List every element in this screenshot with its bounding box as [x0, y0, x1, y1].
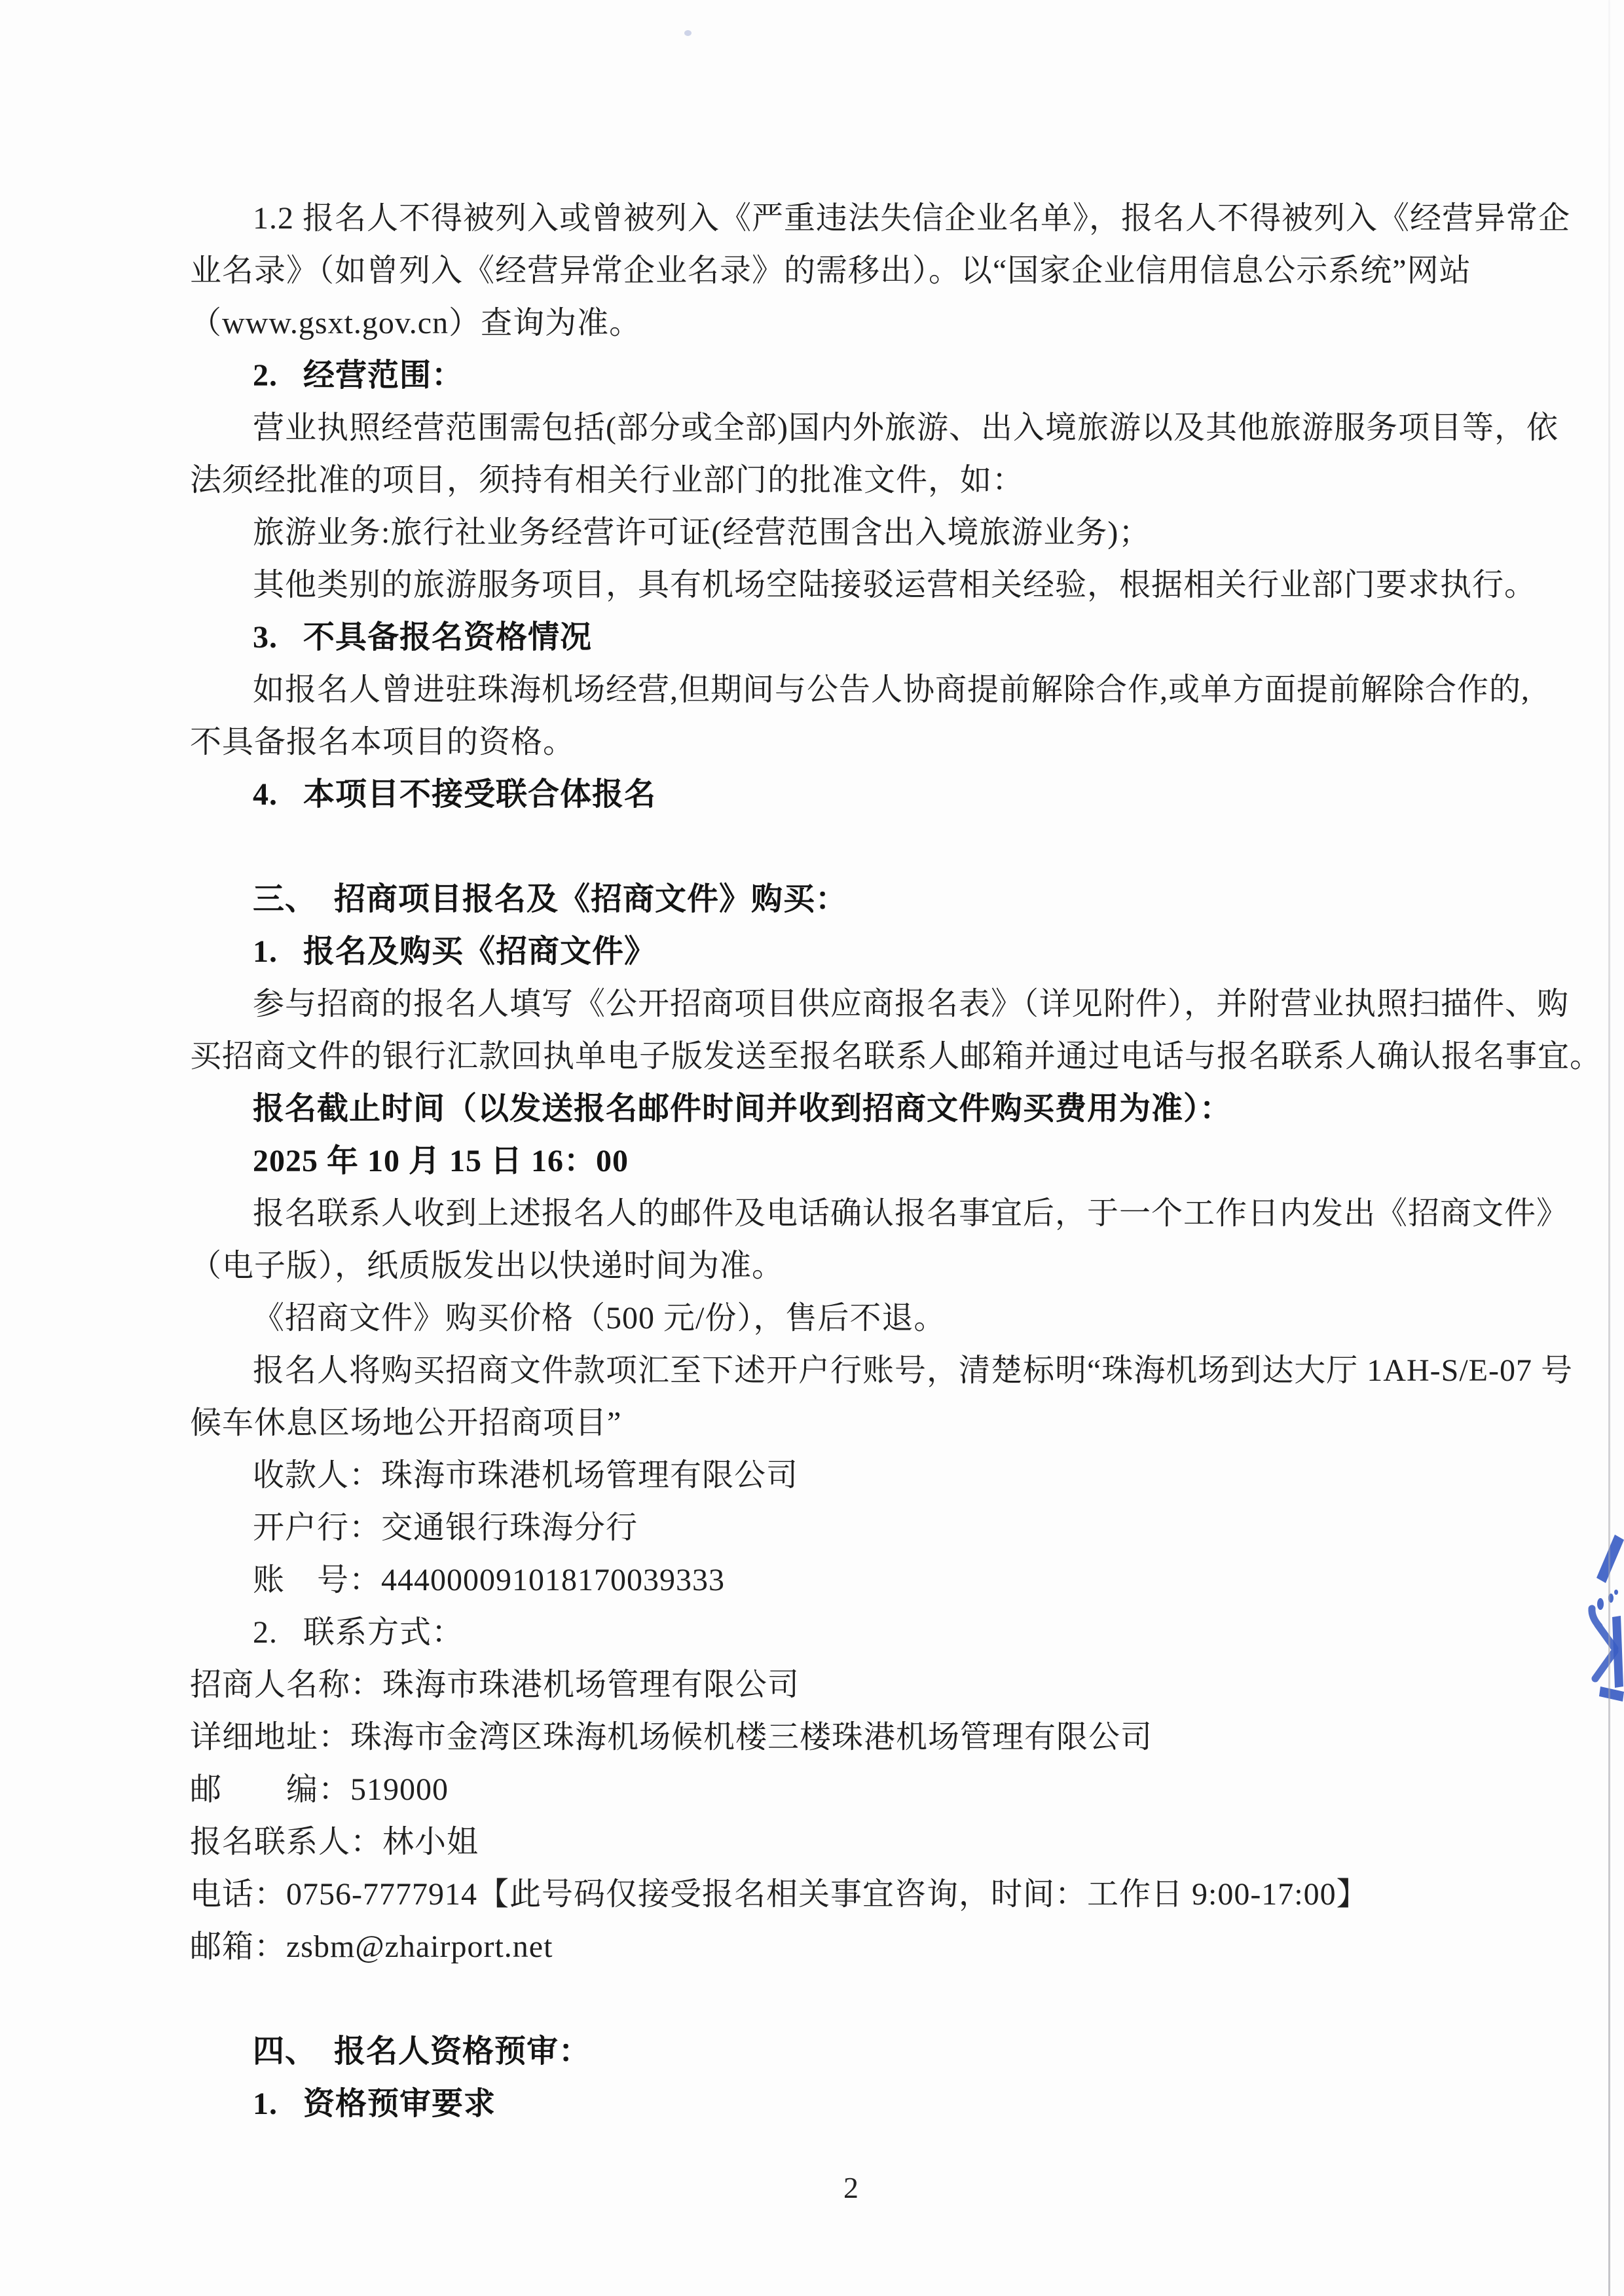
text-line: （电子版），纸质版发出以快递时间为准。: [190, 1248, 784, 1283]
text-line: 买招商文件的银行汇款回执单电子版发送至报名联系人邮箱并通过电话与报名联系人确认报名事宜。: [190, 1039, 1602, 1074]
text-line: 参与招商的报名人填写《公开招商项目供应商报名表》（详见附件），并附营业执照扫描件、购: [253, 987, 1570, 1021]
text-line: 候车休息区场地公开招商项目”: [190, 1406, 622, 1440]
text-line: 营业执照经营范围需包括(部分或全部)国内外旅游、出入境旅游以及其他旅游服务项目等，依: [253, 410, 1559, 445]
text-line: 不具备报名本项目的资格。: [190, 725, 576, 759]
text-line: 《招商文件》购买价格（500 元/份），售后不退。: [253, 1301, 946, 1336]
text-line: 3. 不具备报名资格情况: [253, 620, 593, 655]
text-line: 报名联系人收到上述报名人的邮件及电话确认报名事宜后，于一个工作日内发出《招商文件》: [253, 1196, 1569, 1231]
text-line: 账 号：444000091018170039333: [253, 1563, 726, 1597]
blank-line: [190, 821, 1500, 873]
text-line: 法须经批准的项目，须持有相关行业部门的批准文件，如：: [190, 463, 1025, 498]
blank-line: [190, 1973, 1500, 2026]
text-line: 2. 经营范围：: [253, 358, 464, 393]
scan-page-edge-line: [1608, 0, 1610, 2296]
text-line: 1.2 报名人不得被列入或曾被列入《严重违法失信企业名单》，报名人不得被列入《经营异常企: [253, 201, 1571, 236]
text-line: 开户行：交通银行珠海分行: [253, 1510, 638, 1545]
text-line: （www.gsxt.gov.cn）查询为准。: [190, 306, 642, 340]
text-line: 如报名人曾进驻珠海机场经营,但期间与公告人协商提前解除合作,或单方面提前解除合作的,: [253, 672, 1530, 707]
text-line: 旅游业务:旅行社业务经营许可证(经营范围含出入境旅游业务)；: [253, 515, 1151, 550]
blue-ink-stamp-fragment: [1572, 1519, 1624, 1715]
text-line: 报名截止时间（以发送报名邮件时间并收到招商文件购买费用为准）：: [253, 1091, 1232, 1126]
text-line: 邮 编：519000: [190, 1772, 449, 1807]
text-line: 业名录》（如曾列入《经营异常企业名录》的需移出）。以“国家企业信用信息公示系统”网站: [190, 253, 1471, 288]
text-line: 报名联系人：林小姐: [190, 1825, 479, 1859]
text-line: 4. 本项目不接受联合体报名: [253, 777, 657, 812]
text-line: 1. 资格预审要求: [253, 2086, 496, 2121]
page-number: 2: [843, 2171, 858, 2204]
text-line: 招商人名称：珠海市珠港机场管理有限公司: [190, 1667, 800, 1702]
scan-speck: [684, 30, 692, 36]
text-line: 2. 联系方式：: [253, 1615, 464, 1650]
text-line: 三、 招商项目报名及《招商文件》购买：: [253, 882, 848, 917]
text-line: 四、 报名人资格预审：: [253, 2034, 591, 2069]
document-body: [190, 192, 1602, 2130]
text-line: 其他类别的旅游服务项目，具有机场空陆接驳运营相关经验，根据相关行业部门要求执行。: [253, 568, 1537, 602]
text-line: 1. 报名及购买《招商文件》: [253, 934, 657, 969]
text-line: 报名人将购买招商文件款项汇至下述开户行账号，清楚标明“珠海机场到达大厅 1AH-S/E-07 号: [253, 1353, 1573, 1388]
text-line: 电话：0756-7777914【此号码仅接受报名相关事宜咨询，时间：工作日 9:00-17:00】: [190, 1877, 1369, 1912]
text-line: 邮箱：zsbm@zhairport.net: [190, 1929, 553, 1964]
text-line: 详细地址：珠海市金湾区珠海机场候机楼三楼珠港机场管理有限公司: [190, 1720, 1153, 1755]
text-line: 2025 年 10 月 15 日 16：00: [253, 1144, 629, 1178]
text-line: 收款人：珠海市珠港机场管理有限公司: [253, 1458, 799, 1493]
